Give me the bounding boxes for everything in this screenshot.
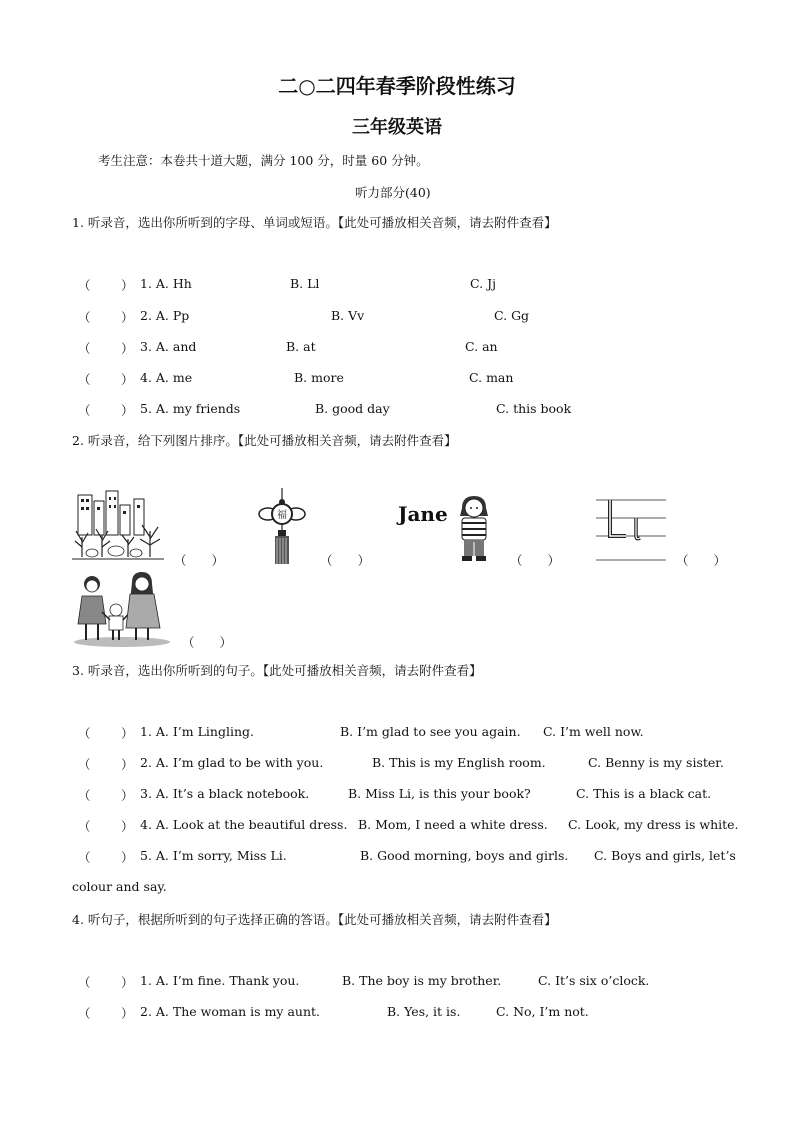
q3-prompt: 3. 听录音，选出你所听到的句子。【此处可播放相关音频，请去附件查看】 [72,663,482,678]
option-a: 3. A. It’s a black notebook. [140,786,310,801]
answer-blank: （ ） [676,553,727,568]
q3-item [0,848,794,866]
answer-paren-open: （ [78,757,91,772]
letter-ll-picture [596,496,666,564]
answer-paren-close: ） [121,341,134,356]
option-b: B. Yes, it is. [387,1004,461,1019]
q3-item [0,724,794,742]
option-a: 4. A. me [140,370,193,385]
q1-item [0,308,794,326]
fu-character: 福 [277,510,287,521]
q1-item [0,339,794,357]
q4-prompt: 4. 听句子，根据所听到的句子选择正确的答语。【此处可播放相关音频，请去附件查看】 [72,912,557,927]
section-heading: 听力部分(40) [355,185,431,200]
option-b: B. good day [315,401,390,416]
family-picture [72,572,172,648]
answer-paren-close: ） [121,1006,134,1021]
option-c: C. It’s six o’clock. [538,973,650,988]
page-title: 二○二四年春季阶段性练习 [278,74,516,98]
answer-blank: （ ） [510,553,561,568]
option-a: 1. A. I’m Lingling. [140,724,254,739]
option-a: 2. A. I’m glad to be with you. [140,755,324,770]
answer-paren-open: （ [78,819,91,834]
exam-notice: 考生注意：本卷共十道大题，满分 100 分，时量 60 分钟。 [98,153,429,168]
option-a: 4. A. Look at the beautiful dress. [140,817,348,832]
option-b: B. Vv [331,308,365,323]
answer-blank: （ ） [320,553,371,568]
jane-label: Jane [398,502,448,526]
q4-item [0,973,794,991]
answer-paren-open: （ [78,726,91,741]
answer-paren-open: （ [78,310,91,325]
q3-item [0,755,794,773]
answer-paren-open: （ [78,850,91,865]
option-a: 1. A. I’m fine. Thank you. [140,973,300,988]
q3-item [0,817,794,835]
answer-paren-close: ） [121,726,134,741]
answer-paren-close: ） [121,278,134,293]
q3-wrapped-text: colour and say. [72,879,167,894]
q4-item [0,1004,794,1022]
option-b: B. I’m glad to see you again. [340,724,521,739]
option-a: 5. A. I’m sorry, Miss Li. [140,848,287,863]
answer-paren-open: （ [78,278,91,293]
option-a: 5. A. my friends [140,401,241,416]
answer-paren-open: （ [78,403,91,418]
q1-item [0,276,794,294]
option-c: C. Jj [470,276,496,291]
answer-paren-close: ） [121,310,134,325]
option-a: 3. A. and [140,339,197,354]
option-c: C. This is a black cat. [576,786,712,801]
option-c: C. No, I’m not. [496,1004,589,1019]
page-subtitle: 三年级英语 [352,117,442,138]
option-b: B. The boy is my brother. [342,973,502,988]
option-c: C. an [465,339,498,354]
q1-item [0,370,794,388]
answer-paren-open: （ [78,372,91,387]
chinese-knot-picture [256,488,308,566]
answer-paren-open: （ [78,975,91,990]
answer-paren-close: ） [121,403,134,418]
option-b: B. more [294,370,344,385]
q1-prompt: 1. 听录音，选出你所听到的字母、单词或短语。【此处可播放相关音频，请去附件查看】 [72,215,557,230]
option-b: B. Miss Li, is this your book? [348,786,531,801]
answer-paren-close: ） [121,850,134,865]
q3-item [0,786,794,804]
q2-prompt: 2. 听录音，给下列图片排序。【此处可播放相关音频，请去附件查看】 [72,433,457,448]
option-b: B. This is my English room. [372,755,546,770]
answer-blank: （ ） [174,553,225,568]
q1-item [0,401,794,419]
answer-blank: （ ） [182,635,233,650]
option-b: B. Mom, I need a white dress. [358,817,548,832]
option-b: B. Ll [290,276,320,291]
option-a: 2. A. Pp [140,308,190,323]
option-c: C. Boys and girls, let’s [594,848,736,863]
answer-paren-close: ） [121,757,134,772]
option-b: B. at [286,339,316,354]
answer-paren-close: ） [121,975,134,990]
option-c: C. man [469,370,514,385]
option-c: C. Gg [494,308,530,323]
option-c: C. this book [496,401,572,416]
option-a: 2. A. The woman is my aunt. [140,1004,321,1019]
city-scene-picture [72,487,164,563]
answer-paren-open: （ [78,1006,91,1021]
option-a: 1. A. Hh [140,276,192,291]
option-b: B. Good morning, boys and girls. [360,848,569,863]
answer-paren-close: ） [121,819,134,834]
answer-paren-close: ） [121,372,134,387]
answer-paren-open: （ [78,788,91,803]
answer-paren-open: （ [78,341,91,356]
option-c: C. Benny is my sister. [588,755,724,770]
answer-paren-close: ） [121,788,134,803]
option-c: C. I’m well now. [543,724,644,739]
option-c: C. Look, my dress is white. [568,817,739,832]
